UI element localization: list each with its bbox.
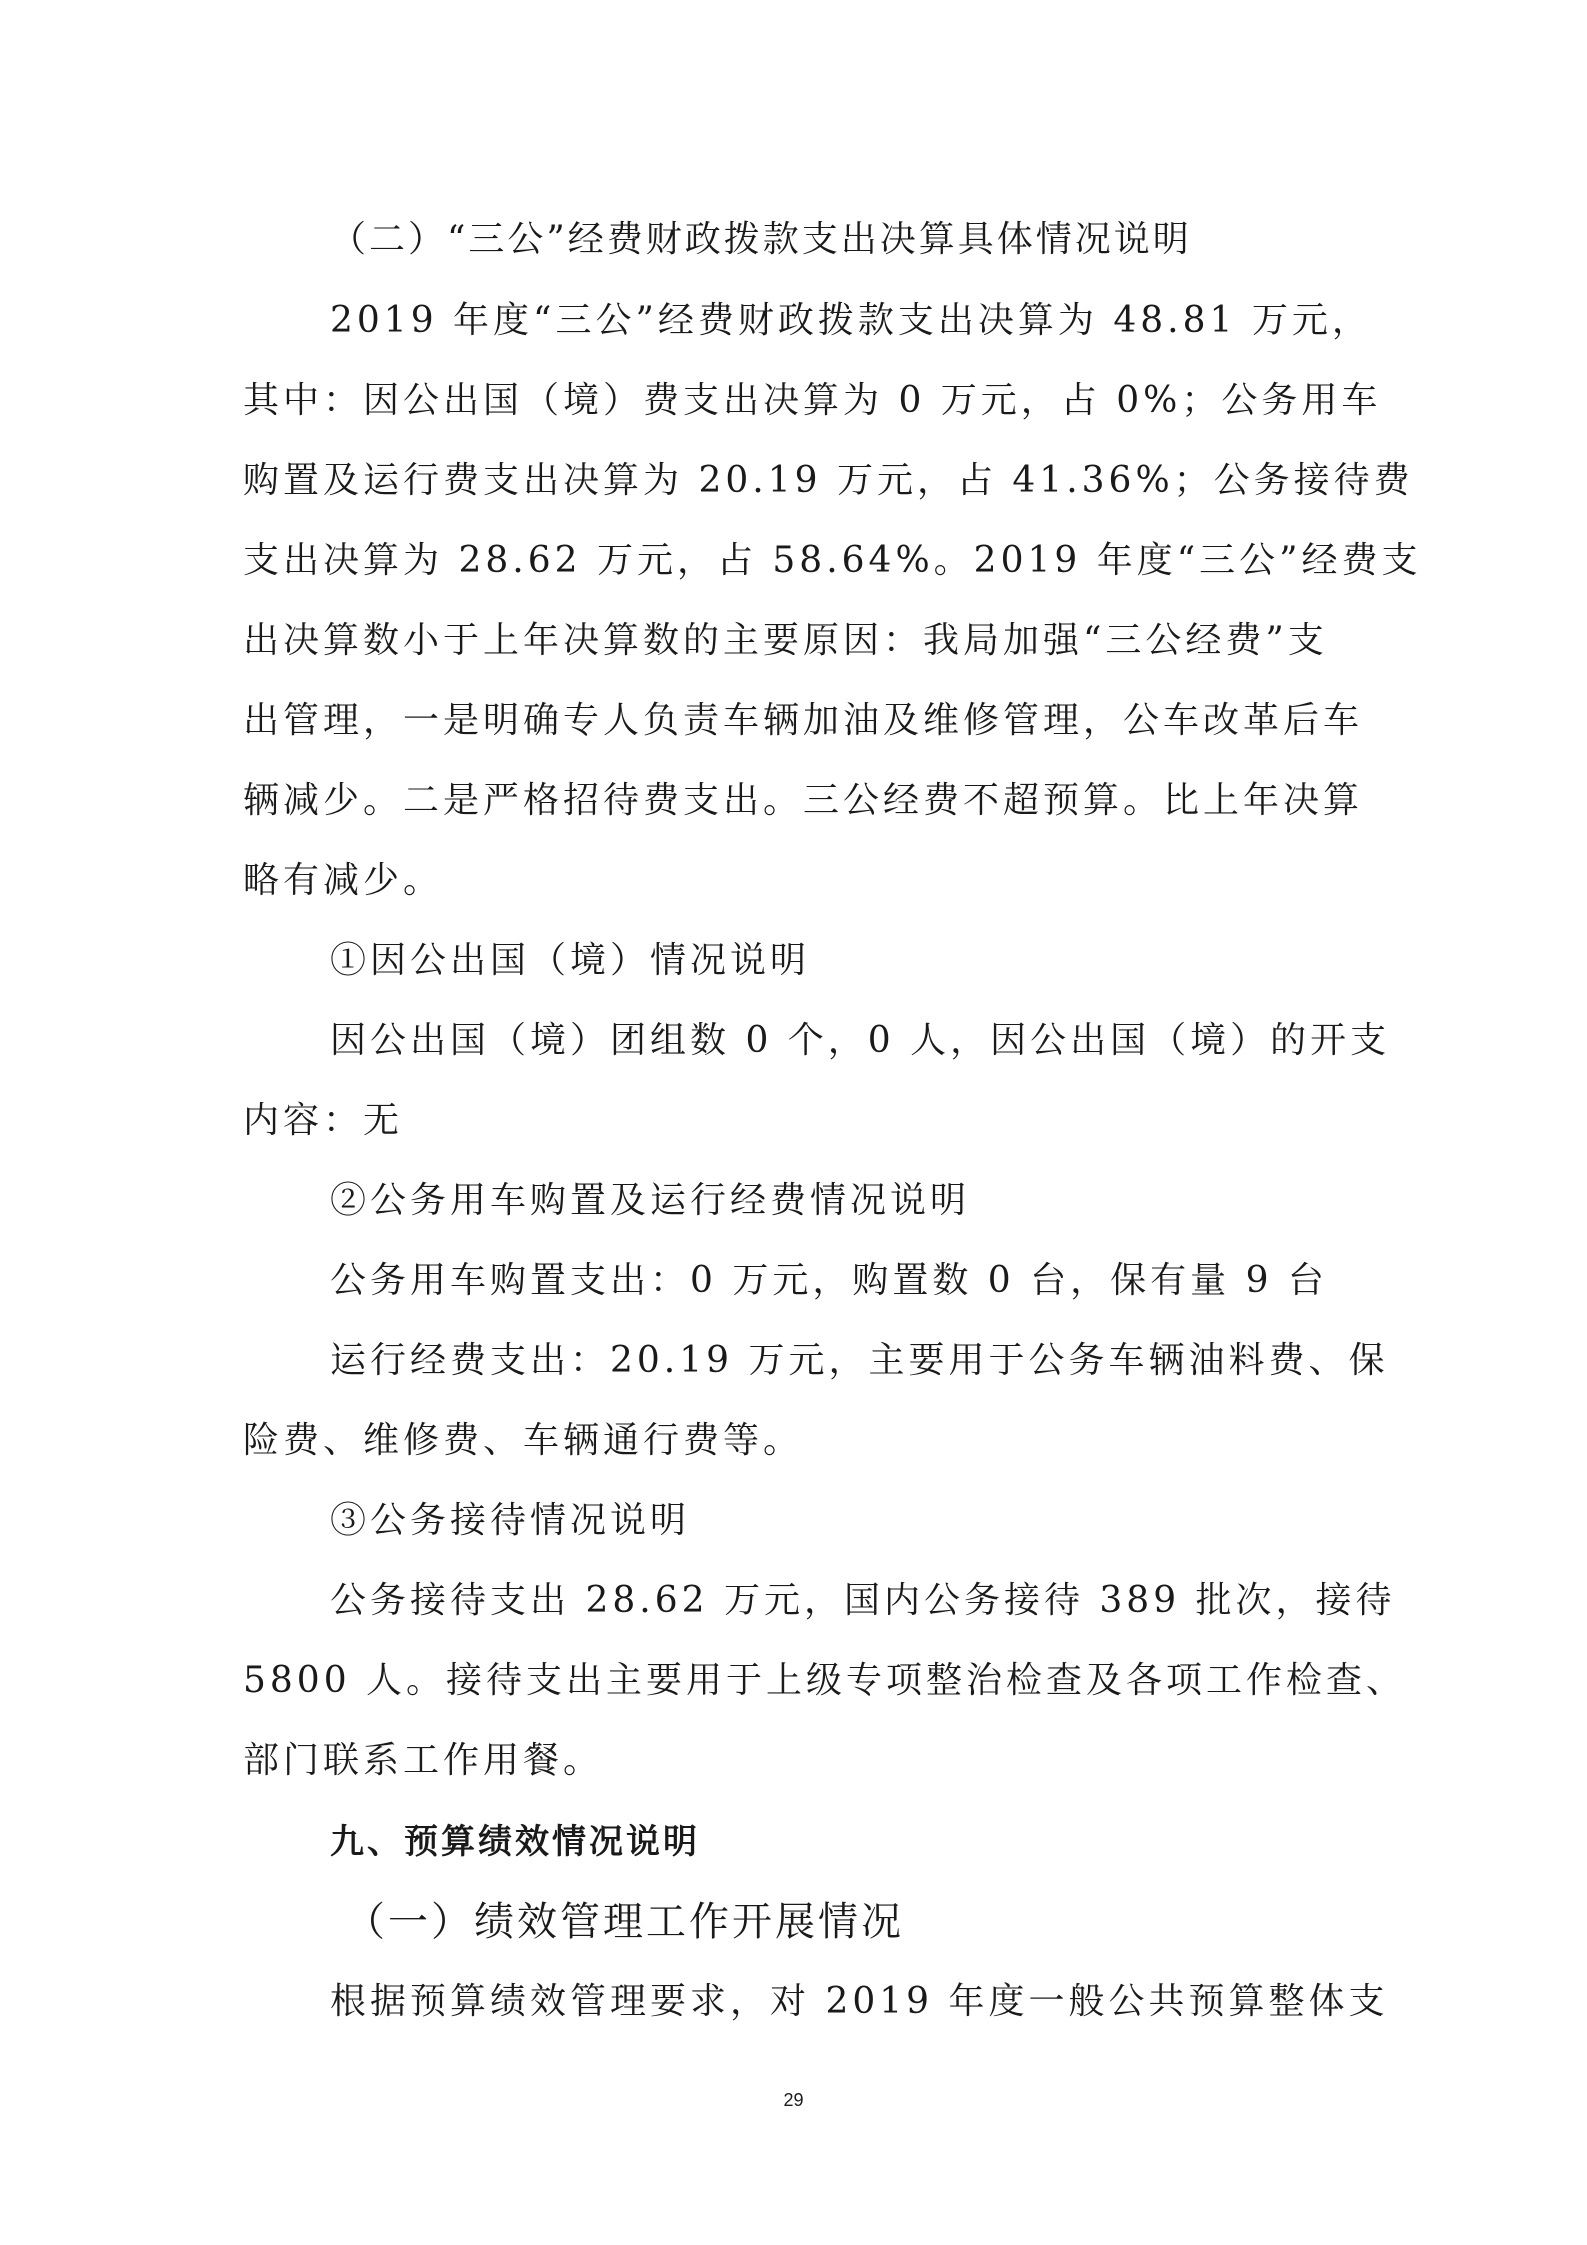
paragraph-line: 略有减少。 bbox=[243, 860, 444, 901]
section-heading-three-public-expenses: （二）“三公”经费财政拨款支出决算具体情况说明 bbox=[330, 219, 1192, 260]
paragraph-line: 内容：无 bbox=[243, 1100, 404, 1141]
paragraph-line: 根据预算绩效管理要求，对 2019 年度一般公共预算整体支 bbox=[330, 1981, 1389, 2022]
paragraph-line: 出管理，一是明确专人负责车辆加油及维修管理，公车改革后车 bbox=[243, 700, 1364, 741]
paragraph-line: 购置及运行费支出决算为 20.19 万元，占 41.36%；公务接待费 bbox=[243, 460, 1414, 501]
paragraph-line: 出决算数小于上年决算数的主要原因：我局加强“三公经费”支 bbox=[243, 620, 1328, 661]
section-heading-budget-performance: 九、预算绩效情况说明 bbox=[330, 1822, 700, 1862]
paragraph-line: 辆减少。二是严格招待费支出。三公经费不超预算。比上年决算 bbox=[243, 780, 1364, 821]
paragraph-line: 公务接待支出 28.62 万元，国内公务接待 389 批次，接待 bbox=[330, 1580, 1396, 1621]
subsection-heading-performance-management: （一）绩效管理工作开展情况 bbox=[345, 1899, 904, 1945]
paragraph-line: 2019 年度“三公”经费财政拨款支出决算为 48.81 万元， bbox=[330, 300, 1372, 341]
paragraph-line: 其中：因公出国（境）费支出决算为 0 万元，占 0%；公务用车 bbox=[243, 380, 1382, 421]
page-number: 29 bbox=[783, 2090, 804, 2110]
subheading-official-vehicles: ②公务用车购置及运行经费情况说明 bbox=[330, 1180, 971, 1221]
paragraph-line: 运行经费支出：20.19 万元，主要用于公务车辆油料费、保 bbox=[330, 1340, 1389, 1381]
paragraph-line: 5800 人。接待支出主要用于上级专项整治检查及各项工作检查、 bbox=[243, 1660, 1407, 1701]
paragraph-line: 因公出国（境）团组数 0 个，0 人，因公出国（境）的开支 bbox=[330, 1020, 1391, 1061]
paragraph-line: 部门联系工作用餐。 bbox=[243, 1740, 604, 1781]
subheading-overseas-travel: ①因公出国（境）情况说明 bbox=[330, 940, 811, 981]
paragraph-line: 公务用车购置支出：0 万元，购置数 0 台，保有量 9 台 bbox=[330, 1260, 1328, 1301]
paragraph-line: 险费、维修费、车辆通行费等。 bbox=[243, 1420, 804, 1461]
subheading-official-reception: ③公务接待情况说明 bbox=[330, 1500, 691, 1541]
paragraph-line: 支出决算为 28.62 万元，占 58.64%。2019 年度“三公”经费支 bbox=[243, 540, 1422, 581]
